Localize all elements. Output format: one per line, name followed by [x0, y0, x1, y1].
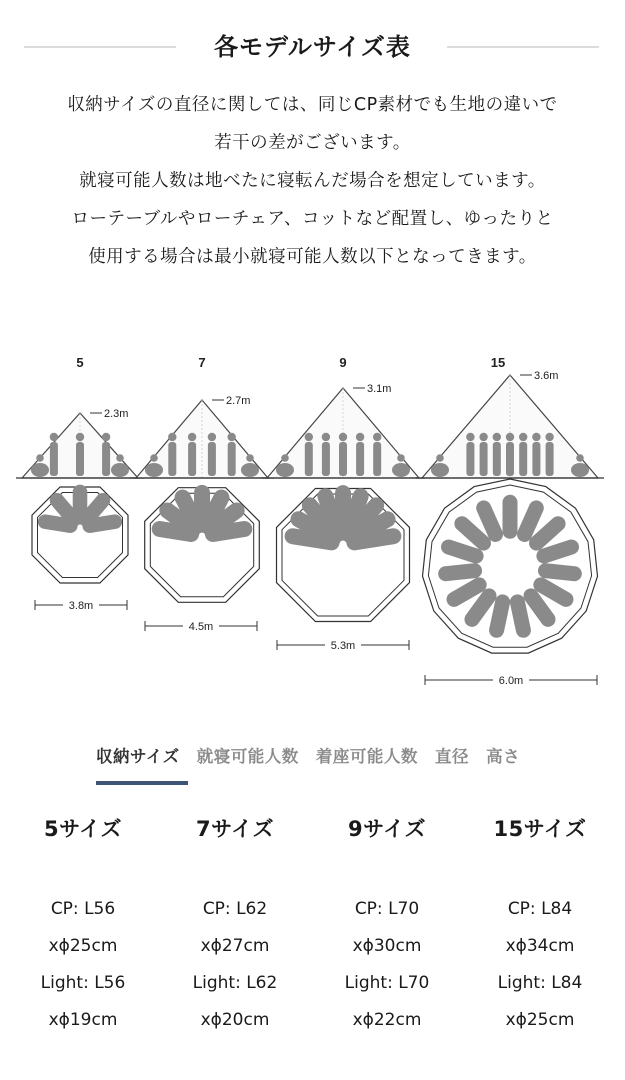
seated-person-body: [31, 463, 49, 477]
light-length: Light: L70: [344, 973, 430, 993]
tab-height[interactable]: 高さ: [486, 747, 521, 766]
person-head: [545, 433, 553, 441]
person-body: [305, 442, 313, 476]
seated-person-body: [431, 463, 449, 477]
tab-sleeping-capacity[interactable]: 就寝可能人数: [196, 747, 299, 766]
person-head: [506, 433, 514, 441]
size-name: 7サイズ: [196, 817, 274, 841]
model-label: 9: [339, 355, 347, 370]
seated-person-head: [397, 454, 405, 462]
person-head: [168, 433, 176, 441]
description: [10, 86, 615, 276]
description-line: 使用する場合は最小就寝可能人数以下となってきます。: [88, 247, 537, 267]
person-head: [228, 433, 236, 441]
person-head: [102, 433, 110, 441]
size-column-9: [312, 813, 462, 1039]
person-body: [76, 442, 84, 476]
tent-size-diagram: [15, 345, 615, 695]
size-tabs: [96, 743, 532, 789]
description-line: 収納サイズの直径に関しては、同じCP素材でも生地の違いで: [67, 95, 558, 115]
seated-person-body: [111, 463, 129, 477]
active-tab-indicator: [96, 781, 188, 785]
person-body: [532, 442, 540, 476]
cp-length: CP: L70: [354, 899, 420, 919]
person-head: [188, 433, 196, 441]
person-head: [466, 433, 474, 441]
person-body: [168, 442, 176, 476]
person-body: [546, 442, 554, 476]
seated-person-body: [145, 463, 163, 477]
cp-diameter: xϕ30cm: [352, 936, 422, 956]
title-divider-right: [447, 46, 599, 48]
seated-person-head: [246, 454, 254, 462]
height-label: 2.7m: [226, 395, 251, 407]
person-head: [50, 433, 58, 441]
person-head: [493, 433, 501, 441]
cp-length: CP: L62: [202, 899, 268, 919]
seated-person-head: [436, 454, 444, 462]
person-body: [493, 442, 501, 476]
description-line: ローテーブルやローチェア、コットなど配置し、ゆったりと: [71, 209, 554, 229]
tab-storage-size[interactable]: 収納サイズ: [96, 747, 180, 766]
person-body: [208, 442, 216, 476]
size-spec: [465, 891, 615, 1039]
diameter-label: 3.8m: [68, 600, 94, 612]
cp-diameter: xϕ34cm: [505, 936, 575, 956]
light-length: Light: L84: [497, 973, 583, 993]
person-head: [305, 433, 313, 441]
seated-person-body: [392, 463, 410, 477]
size-spec: [312, 891, 462, 1039]
person-body: [480, 442, 488, 476]
size-spec: [160, 891, 310, 1039]
section-header: [0, 22, 625, 72]
light-diameter: xϕ20cm: [200, 1010, 270, 1030]
size-name: 9サイズ: [348, 817, 426, 841]
seated-person-head: [116, 454, 124, 462]
page-title: 各モデルサイズ表: [214, 33, 411, 61]
seated-person-head: [150, 454, 158, 462]
size-column-15: [465, 813, 615, 1039]
height-label: 2.3m: [104, 408, 129, 420]
person-body: [356, 442, 364, 476]
light-diameter: xϕ19cm: [48, 1010, 118, 1030]
person-body: [506, 442, 514, 476]
cp-length: CP: L56: [50, 899, 116, 919]
model-label: 15: [490, 355, 506, 370]
description-line: 就寝可能人数は地べたに寝転んだ場合を想定しています。: [79, 171, 546, 191]
person-head: [76, 433, 84, 441]
model-label: 7: [198, 355, 206, 370]
seated-person-head: [576, 454, 584, 462]
height-label: 3.6m: [534, 370, 559, 382]
diameter-label: 4.5m: [188, 621, 214, 633]
size-name: 15サイズ: [493, 817, 587, 841]
person-body: [339, 442, 347, 476]
size-name: 5サイズ: [44, 817, 122, 841]
description-line: 若干の差がございます。: [214, 133, 411, 153]
size-column-7: [160, 813, 310, 1039]
person-head: [208, 433, 216, 441]
person-head: [373, 433, 381, 441]
seated-person-body: [276, 463, 294, 477]
person-body: [50, 442, 58, 476]
person-body: [228, 442, 236, 476]
tab-seating-capacity[interactable]: 着座可能人数: [315, 747, 418, 766]
diameter-label: 5.3m: [330, 640, 356, 652]
seated-person-body: [571, 463, 589, 477]
cp-diameter: xϕ27cm: [200, 936, 270, 956]
seated-person-head: [281, 454, 289, 462]
person-body: [188, 442, 196, 476]
person-head: [322, 433, 330, 441]
light-length: Light: L62: [192, 973, 278, 993]
person-body: [102, 442, 110, 476]
cp-length: CP: L84: [507, 899, 573, 919]
tab-diameter[interactable]: 直径: [434, 747, 469, 766]
seated-person-head: [36, 454, 44, 462]
person-head: [356, 433, 364, 441]
person-body: [322, 442, 330, 476]
size-spec: [8, 891, 158, 1039]
height-label: 3.1m: [367, 383, 392, 395]
cp-diameter: xϕ25cm: [48, 936, 118, 956]
person-body: [519, 442, 527, 476]
diameter-label: 6.0m: [498, 675, 524, 687]
sleeping-bag: [503, 495, 518, 539]
person-head: [479, 433, 487, 441]
light-length: Light: L56: [40, 973, 126, 993]
light-diameter: xϕ25cm: [505, 1010, 575, 1030]
light-diameter: xϕ22cm: [352, 1010, 422, 1030]
person-head: [339, 433, 347, 441]
person-body: [466, 442, 474, 476]
person-head: [519, 433, 527, 441]
seated-person-body: [241, 463, 259, 477]
size-column-5: [8, 813, 158, 1039]
person-body: [373, 442, 381, 476]
model-label: 5: [76, 355, 84, 370]
person-head: [532, 433, 540, 441]
